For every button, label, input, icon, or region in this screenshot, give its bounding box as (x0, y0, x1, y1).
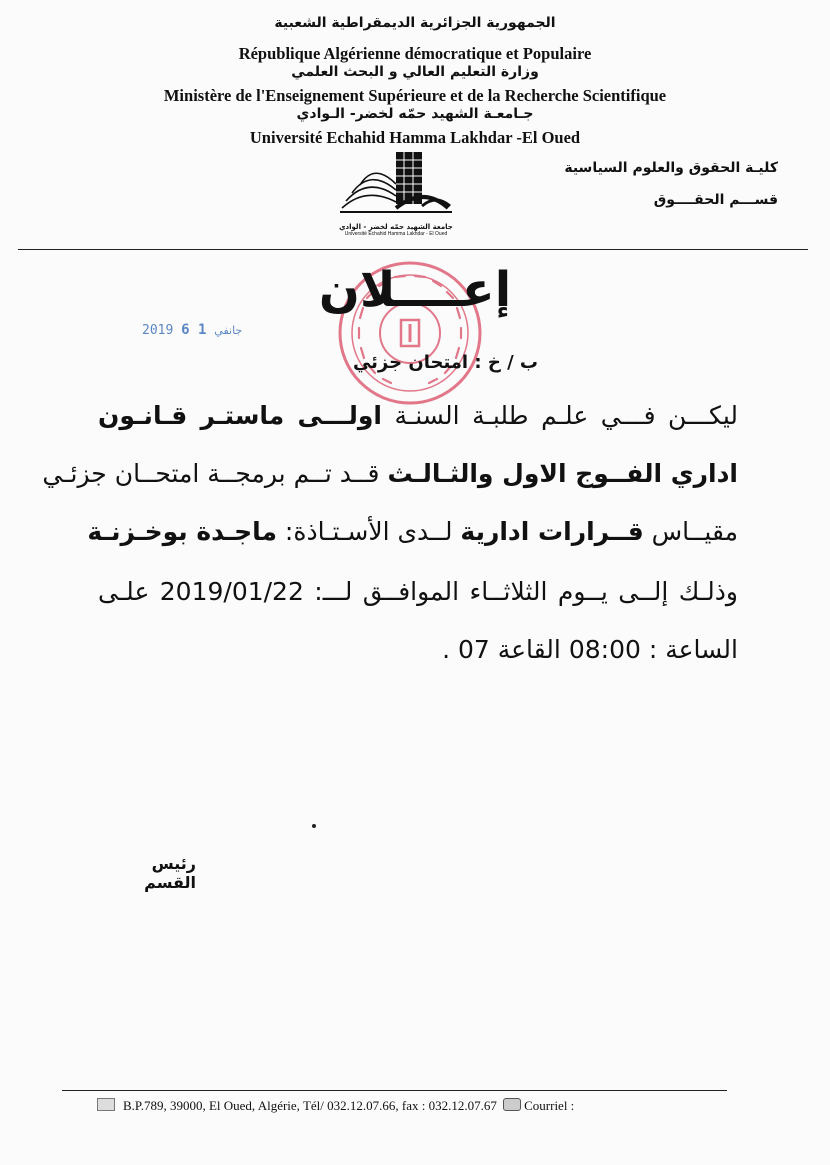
body-segment: وذلـك إلــى يــوم الثلاثــاء الموافــق لـــ: 2019/01/22 علـى (98, 577, 738, 606)
university-ar: جـامعـة الشهيد حمّه لخضر- الـوادي (296, 106, 534, 122)
faculty-name: كليـة الحقوق والعلوم السياسية (564, 160, 778, 176)
date-stamp-month: جانفي (214, 324, 243, 337)
logo-caption-ar: جامعة الشهيد حمّه لخضر - الوادي (339, 223, 453, 231)
footer-divider (62, 1090, 727, 1091)
university-logo (336, 146, 456, 238)
footer-address: B.P.789, 39000, El Oued, Algérie, Tél/ 032.12.07.66, fax : 032.12.07.67 (123, 1098, 497, 1113)
date-stamp-day: 1 6 (181, 322, 207, 338)
footer (97, 1098, 574, 1114)
header-divider (18, 249, 808, 250)
body-segment-bold: اداري الفــوج الاول والثـالـث (387, 459, 738, 488)
body-line-3 (87, 512, 738, 552)
announcement-subject: ب / خ : امتحان جزئي (352, 352, 538, 373)
body-segment: مقيــاس (643, 517, 738, 546)
signature-title: رئيس القسم (144, 854, 196, 892)
body-line-5: الساعة : 08:00 القاعة 07 . (442, 635, 738, 664)
university-fr: Université Echahid Hamma Lakhdar -El Oued (249, 128, 581, 147)
date-stamp (142, 322, 242, 338)
footer-email-label: Courriel : (524, 1098, 575, 1113)
announcement-title: إعــــلان (318, 262, 512, 318)
mailbox-icon (97, 1098, 115, 1111)
body-segment: قــد تــم برمجــة امتحــان جزئـي (42, 459, 388, 488)
body-segment-bold: قــرارات ادارية (460, 517, 644, 546)
email-icon (503, 1098, 521, 1111)
body-line-2 (42, 454, 738, 494)
logo-caption-fr: Université Echahid Hamma Lakhdar - El Oued (344, 231, 448, 237)
body-segment-bold: ماجـدة بوخـزنـة (87, 517, 277, 546)
body-segment: ليكـــن فـــي علـم طلبـة السنـة (381, 401, 738, 430)
ministry-fr: Ministère de l'Enseignement Supérieure et de la Recherche Scientifique (163, 86, 667, 105)
date-stamp-year: 2019 (142, 323, 174, 338)
republic-ar: الجمهورية الجزائرية الديمقراطية الشعبية (274, 15, 556, 31)
republic-fr: République Algérienne démocratique et Populaire (238, 44, 592, 63)
logo-emblem-icon (336, 146, 456, 218)
body-line-1 (98, 396, 738, 436)
department-name: قســـم الحقــــوق (653, 192, 778, 208)
ink-dot (312, 824, 316, 828)
ministry-ar: وزارة التعليم العالي و البحث العلمي (291, 64, 539, 80)
body-segment-bold: اولـــى ماستـر قـانـون (98, 401, 382, 430)
body-line-4 (98, 572, 738, 612)
body-segment: لــدى الأسـتـاذة: (276, 517, 461, 546)
